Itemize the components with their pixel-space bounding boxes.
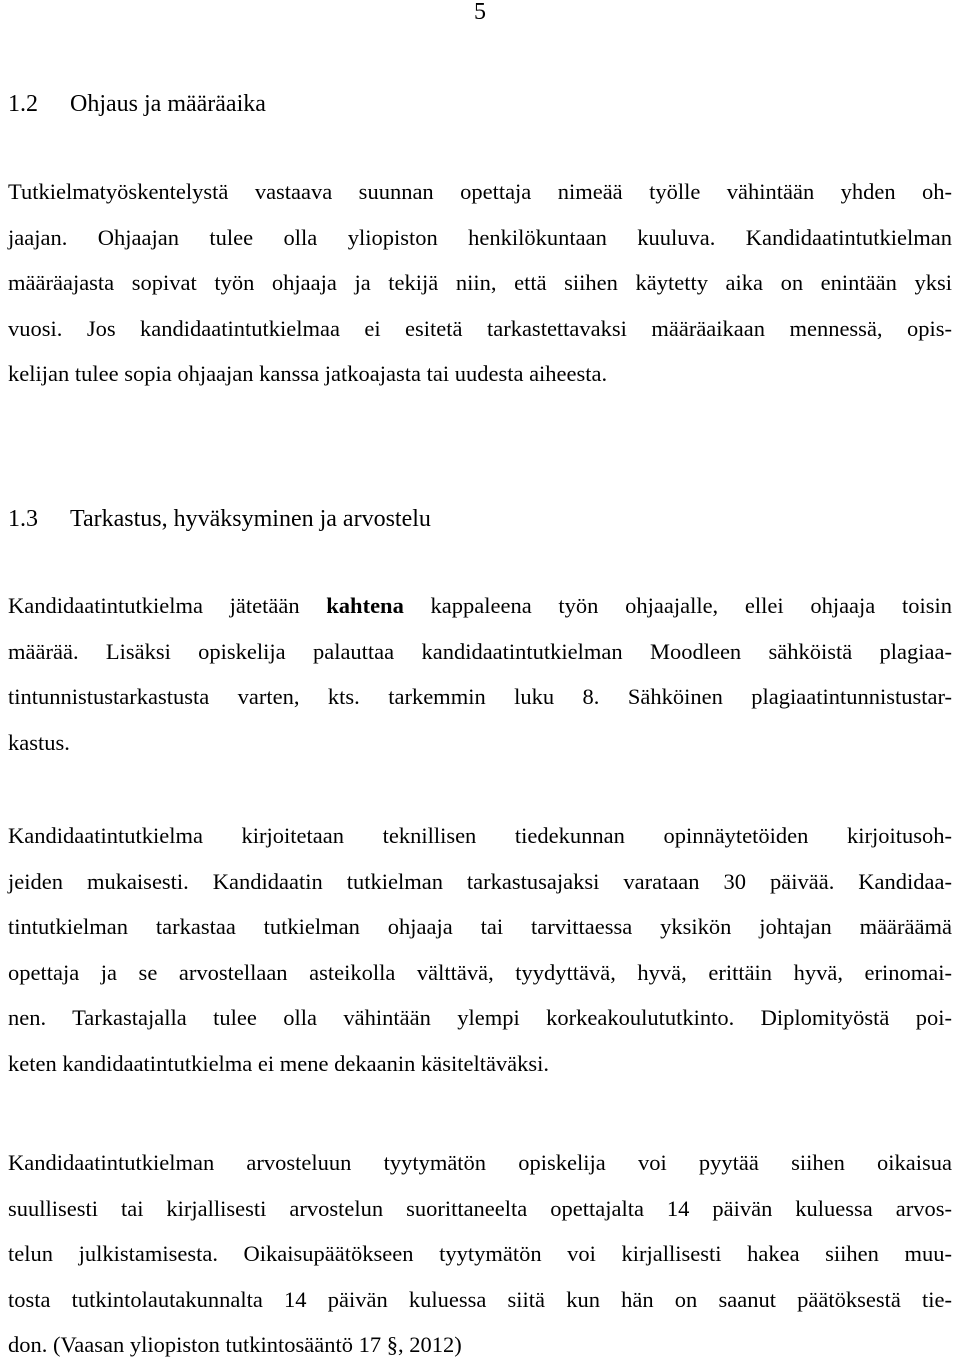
paragraph-line: tosta tutkintolautakunnalta 14 päivän kuluessa siitä kun hän on saanut päätöksestä tie- xyxy=(8,1286,952,1312)
section-heading-1-3 xyxy=(8,505,431,533)
paragraph-line: jeiden mukaisesti. Kandidaatin tutkielman tarkastusajaksi varataan 30 päivää. Kandidaa- xyxy=(8,868,952,894)
paragraph-line: opettaja ja se arvostellaan asteikolla välttävä, tyydyttävä, hyvä, erittäin hyvä, erinomai- xyxy=(8,959,952,985)
paragraph-line: suullisesti tai kirjallisesti arvostelun suorittaneelta opettajalta 14 päivän kuluessa arvos- xyxy=(8,1195,952,1221)
paragraph-line: don. (Vaasan yliopiston tutkintosääntö 17 §, 2012) xyxy=(8,1332,462,1357)
paragraph-jattaminen xyxy=(8,583,952,765)
section-heading-1-2 xyxy=(8,90,266,118)
paragraph-line: tintutkielman tarkastaa tutkielman ohjaaja tai tarvittaessa yksikön johtajan määräämä xyxy=(8,914,952,939)
paragraph-line: Kandidaatintutkielman arvosteluun tyytymätön opiskelija voi pyytää siihen oikaisua xyxy=(8,1150,952,1175)
paragraph-line: kelijan tulee sopia ohjaajan kanssa jatkoajasta tai uudesta aiheesta. xyxy=(8,361,608,386)
paragraph-tarkastus xyxy=(8,813,952,1086)
paragraph-line: tintunnistustarkastusta varten, kts. tarkemmin luku 8. Sähköinen plagiaatintunnistustar- xyxy=(8,684,952,709)
page-number: 5 xyxy=(474,0,486,25)
paragraph-line: Tutkielmatyöskentelystä vastaava suunnan opettaja nimeää työlle vähintään yhden oh- xyxy=(8,179,952,204)
text-run: Kandidaatintutkielma jätetään xyxy=(8,593,327,618)
paragraph-line: keten kandidaatintutkielma ei mene dekaanin käsiteltäväksi. xyxy=(8,1050,550,1076)
paragraph-line: jaajan. Ohjaajan tulee olla yliopiston henkilökuntaan kuuluva. Kandidaatintutkielman xyxy=(8,224,952,250)
section-number: 1.2 xyxy=(8,91,38,117)
paragraph-line: määrää. Lisäksi opiskelija palauttaa kandidaatintutkielman Moodleen sähköistä plagiaa- xyxy=(8,638,952,664)
paragraph-line: Kandidaatintutkielma kirjoitetaan teknillisen tiedekunnan opinnäytetöiden kirjoitusoh- xyxy=(8,823,952,848)
paragraph-line: vuosi. Jos kandidaatintutkielmaa ei esitetä tarkastettavaksi määräaikaan mennessä, opis- xyxy=(8,315,952,341)
paragraph-ohjaus xyxy=(8,169,952,397)
section-title: Ohjaus ja määräaika xyxy=(70,91,266,117)
paragraph-line xyxy=(8,583,952,629)
emphasis-kahtena: kahtena xyxy=(326,593,404,618)
paragraph-line: kastus. xyxy=(8,729,70,755)
section-number: 1.3 xyxy=(8,506,38,532)
paragraph-line: telun julkistamisesta. Oikaisupäätökseen tyytymätön voi kirjallisesti hakea siihen muu- xyxy=(8,1241,952,1266)
section-title: Tarkastus, hyväksyminen ja arvostelu xyxy=(70,506,431,532)
paragraph-line: määräajasta sopivat työn ohjaaja ja tekijä niin, että siihen käytetty aika on enintään yksi xyxy=(8,270,952,295)
paragraph-oikaisu xyxy=(8,1140,952,1368)
text-run: kappaleena työn ohjaajalle, ellei ohjaaja toisin xyxy=(403,593,952,618)
paragraph-line: nen. Tarkastajalla tulee olla vähintään ylempi korkeakoulututkinto. Diplomityöstä poi- xyxy=(8,1005,952,1030)
